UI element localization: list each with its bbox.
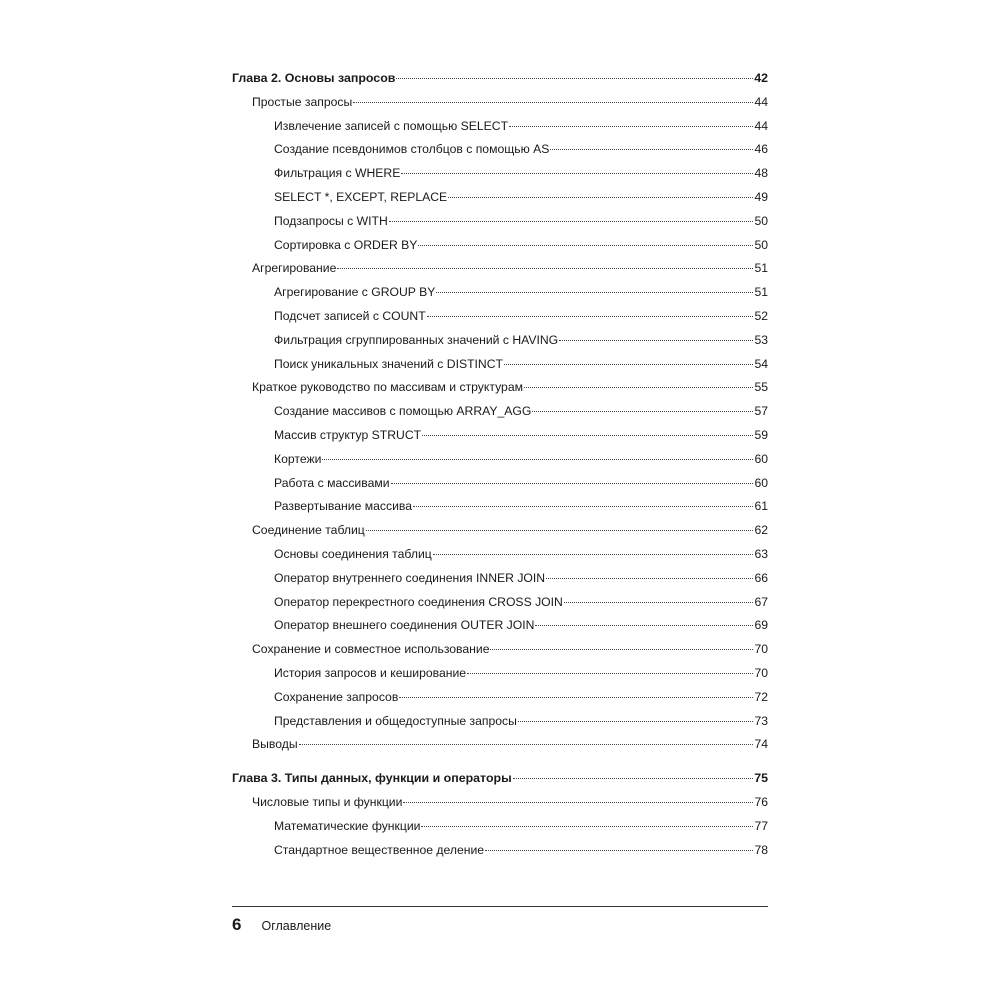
toc-entry-page: 49 xyxy=(754,189,768,204)
toc-dot-leader xyxy=(413,506,753,507)
toc-dot-leader xyxy=(396,78,753,79)
toc-dot-leader xyxy=(490,649,753,650)
toc-entry-page: 46 xyxy=(754,142,768,157)
toc-dot-leader xyxy=(518,721,754,722)
toc-entry-title: Глава 2. Основы запросов xyxy=(232,71,396,85)
toc-dot-leader xyxy=(532,411,753,412)
toc-dot-leader xyxy=(433,554,754,555)
toc-dot-leader xyxy=(353,102,753,103)
toc-entry-page: 70 xyxy=(754,642,768,657)
toc-entry-title: Соединение таблиц xyxy=(252,523,365,538)
toc-entry-title: Поиск уникальных значений с DISTINCT xyxy=(274,356,503,371)
toc-entry-page: 50 xyxy=(754,237,768,252)
toc-section-entry[interactable] xyxy=(232,638,768,662)
toc-subsection-entry[interactable] xyxy=(232,662,768,686)
toc-entry-page: 44 xyxy=(754,118,768,133)
toc-subsection-entry[interactable] xyxy=(232,448,768,472)
toc-entry-page: 60 xyxy=(754,451,768,466)
toc-entry-title: Сохранение запросов xyxy=(274,689,399,704)
toc-entry-page: 42 xyxy=(754,71,768,85)
toc-entry-title: Оператор внешнего соединения OUTER JOIN xyxy=(274,618,535,633)
toc-entry-page: 51 xyxy=(754,261,768,276)
toc-entry-page: 44 xyxy=(754,94,768,109)
toc-entry-title: Фильтрация сгруппированных значений с HAVING xyxy=(274,332,559,347)
toc-dot-leader xyxy=(564,602,754,603)
toc-entry-page: 51 xyxy=(754,285,768,300)
toc-entry-title: Выводы xyxy=(252,737,298,752)
toc-entry-title: Работа с массивами xyxy=(274,475,390,490)
toc-dot-leader xyxy=(366,530,754,531)
toc-entry-title: Оператор внутреннего соединения INNER JOIN xyxy=(274,570,546,585)
toc-entry-page: 62 xyxy=(754,523,768,538)
running-title: Оглавление xyxy=(261,919,332,933)
toc-entry-page: 66 xyxy=(754,570,768,585)
toc-dot-leader xyxy=(436,292,753,293)
toc-entry-title: Глава 3. Типы данных, функции и операторы xyxy=(232,771,512,786)
toc-dot-leader xyxy=(399,697,753,698)
toc-dot-leader xyxy=(391,483,754,484)
toc-subsection-entry[interactable] xyxy=(232,138,768,162)
toc-dot-leader xyxy=(467,673,753,674)
toc-subsection-entry[interactable] xyxy=(232,424,768,448)
toc-entry-page: 70 xyxy=(754,665,768,680)
toc-section-entry[interactable] xyxy=(232,733,768,757)
toc-entry-title: Оператор перекрестного соединения CROSS JOIN xyxy=(274,594,563,609)
toc-dot-leader xyxy=(401,173,753,174)
toc-subsection-entry[interactable] xyxy=(232,686,768,710)
toc-subsection-entry[interactable] xyxy=(232,815,768,839)
toc-dot-leader xyxy=(504,364,753,365)
toc-subsection-entry[interactable] xyxy=(232,210,768,234)
page-footer xyxy=(232,906,768,935)
toc-subsection-entry[interactable] xyxy=(232,400,768,424)
toc-chapter-entry[interactable] xyxy=(232,767,768,791)
toc-entry-page: 78 xyxy=(754,842,768,857)
toc-entry-page: 54 xyxy=(754,356,768,371)
toc-dot-leader xyxy=(322,459,753,460)
toc-entry-page: 61 xyxy=(754,499,768,514)
toc-subsection-entry[interactable] xyxy=(232,281,768,305)
toc-entry-page: 69 xyxy=(754,618,768,633)
toc-section-entry[interactable] xyxy=(232,257,768,281)
toc-dot-leader xyxy=(524,387,753,388)
toc-entry-page: 73 xyxy=(754,713,768,728)
toc-entry-page: 74 xyxy=(754,737,768,752)
toc-subsection-entry[interactable] xyxy=(232,839,768,863)
toc-entry-title: Сортировка с ORDER BY xyxy=(274,237,418,252)
toc-entry-title: Стандартное вещественное деление xyxy=(274,842,485,857)
toc-dot-leader xyxy=(535,625,753,626)
toc-entry-page: 77 xyxy=(754,818,768,833)
toc-subsection-entry[interactable] xyxy=(232,495,768,519)
toc-entry-title: Краткое руководство по массивам и структурам xyxy=(252,380,523,395)
toc-entry-title: Агрегирование с GROUP BY xyxy=(274,285,436,300)
toc-dot-leader xyxy=(513,778,754,779)
toc-dot-leader xyxy=(403,802,753,803)
toc-section-entry[interactable] xyxy=(232,791,768,815)
toc-dot-leader xyxy=(422,435,753,436)
toc-subsection-entry[interactable] xyxy=(232,329,768,353)
toc-entry-page: 60 xyxy=(754,475,768,490)
toc-subsection-entry[interactable] xyxy=(232,591,768,615)
toc-entry-title: Числовые типы и функции xyxy=(252,794,403,809)
toc-entry-page: 67 xyxy=(754,594,768,609)
toc-entry-title: Простые запросы xyxy=(252,94,353,109)
toc-entry-page: 55 xyxy=(754,380,768,395)
toc-dot-leader xyxy=(550,149,753,150)
toc-entry-title: Математические функции xyxy=(274,818,421,833)
toc-dot-leader xyxy=(559,340,753,341)
toc-subsection-entry[interactable] xyxy=(232,186,768,210)
toc-dot-leader xyxy=(448,197,753,198)
toc-section-entry[interactable] xyxy=(232,519,768,543)
toc-entry-title: Основы соединения таблиц xyxy=(274,546,432,561)
toc-entry-page: 53 xyxy=(754,332,768,347)
toc-dot-leader xyxy=(546,578,753,579)
toc-entry-title: Агрегирование xyxy=(252,261,337,276)
toc-entry-title: Фильтрация с WHERE xyxy=(274,166,401,181)
toc-subsection-entry[interactable] xyxy=(232,305,768,329)
toc-dot-leader xyxy=(418,245,753,246)
toc-dot-leader xyxy=(299,744,754,745)
toc-dot-leader xyxy=(389,221,754,222)
toc-entry-page: 63 xyxy=(754,546,768,561)
toc-subsection-entry[interactable] xyxy=(232,567,768,591)
toc-entry-page: 52 xyxy=(754,308,768,323)
toc-subsection-entry[interactable] xyxy=(232,543,768,567)
toc-entry-page: 76 xyxy=(754,794,768,809)
toc-entry-title: SELECT *, EXCEPT, REPLACE xyxy=(274,189,448,204)
toc-entry-page: 72 xyxy=(754,689,768,704)
toc-entry-page: 50 xyxy=(754,213,768,228)
toc-entry-title: Создание псевдонимов столбцов с помощью AS xyxy=(274,142,550,157)
toc-entry-page: 48 xyxy=(754,166,768,181)
toc-dot-leader xyxy=(509,126,753,127)
table-of-contents xyxy=(232,67,768,862)
toc-entry-title: Массив структур STRUCT xyxy=(274,427,422,442)
toc-entry-title: Развертывание массива xyxy=(274,499,413,514)
toc-entry-title: Подзапросы с WITH xyxy=(274,213,388,228)
toc-entry-page: 59 xyxy=(754,427,768,442)
toc-entry-title: Подсчет записей с COUNT xyxy=(274,308,426,323)
toc-dot-leader xyxy=(427,316,754,317)
footer-rule xyxy=(232,906,768,907)
toc-section-entry[interactable] xyxy=(232,376,768,400)
toc-entry-title: История запросов и кеширование xyxy=(274,665,467,680)
toc-dot-leader xyxy=(421,826,753,827)
toc-entry-page: 57 xyxy=(754,404,768,419)
toc-subsection-entry[interactable] xyxy=(232,614,768,638)
toc-subsection-entry[interactable] xyxy=(232,234,768,258)
toc-entry-page: 75 xyxy=(754,771,768,786)
toc-section-entry[interactable] xyxy=(232,91,768,115)
toc-entry-title: Сохранение и совместное использование xyxy=(252,642,490,657)
toc-subsection-entry[interactable] xyxy=(232,472,768,496)
toc-subsection-entry[interactable] xyxy=(232,710,768,734)
toc-dot-leader xyxy=(485,850,753,851)
toc-entry-title: Создание массивов с помощью ARRAY_AGG xyxy=(274,404,532,419)
toc-chapter-entry[interactable] xyxy=(232,67,768,91)
toc-entry-title: Кортежи xyxy=(274,451,322,466)
page-number: 6 xyxy=(232,915,242,934)
toc-dot-leader xyxy=(337,268,753,269)
toc-subsection-entry[interactable] xyxy=(232,115,768,139)
toc-subsection-entry[interactable] xyxy=(232,353,768,377)
toc-subsection-entry[interactable] xyxy=(232,162,768,186)
toc-entry-title: Извлечение записей с помощью SELECT xyxy=(274,118,509,133)
toc-entry-title: Представления и общедоступные запросы xyxy=(274,713,517,728)
